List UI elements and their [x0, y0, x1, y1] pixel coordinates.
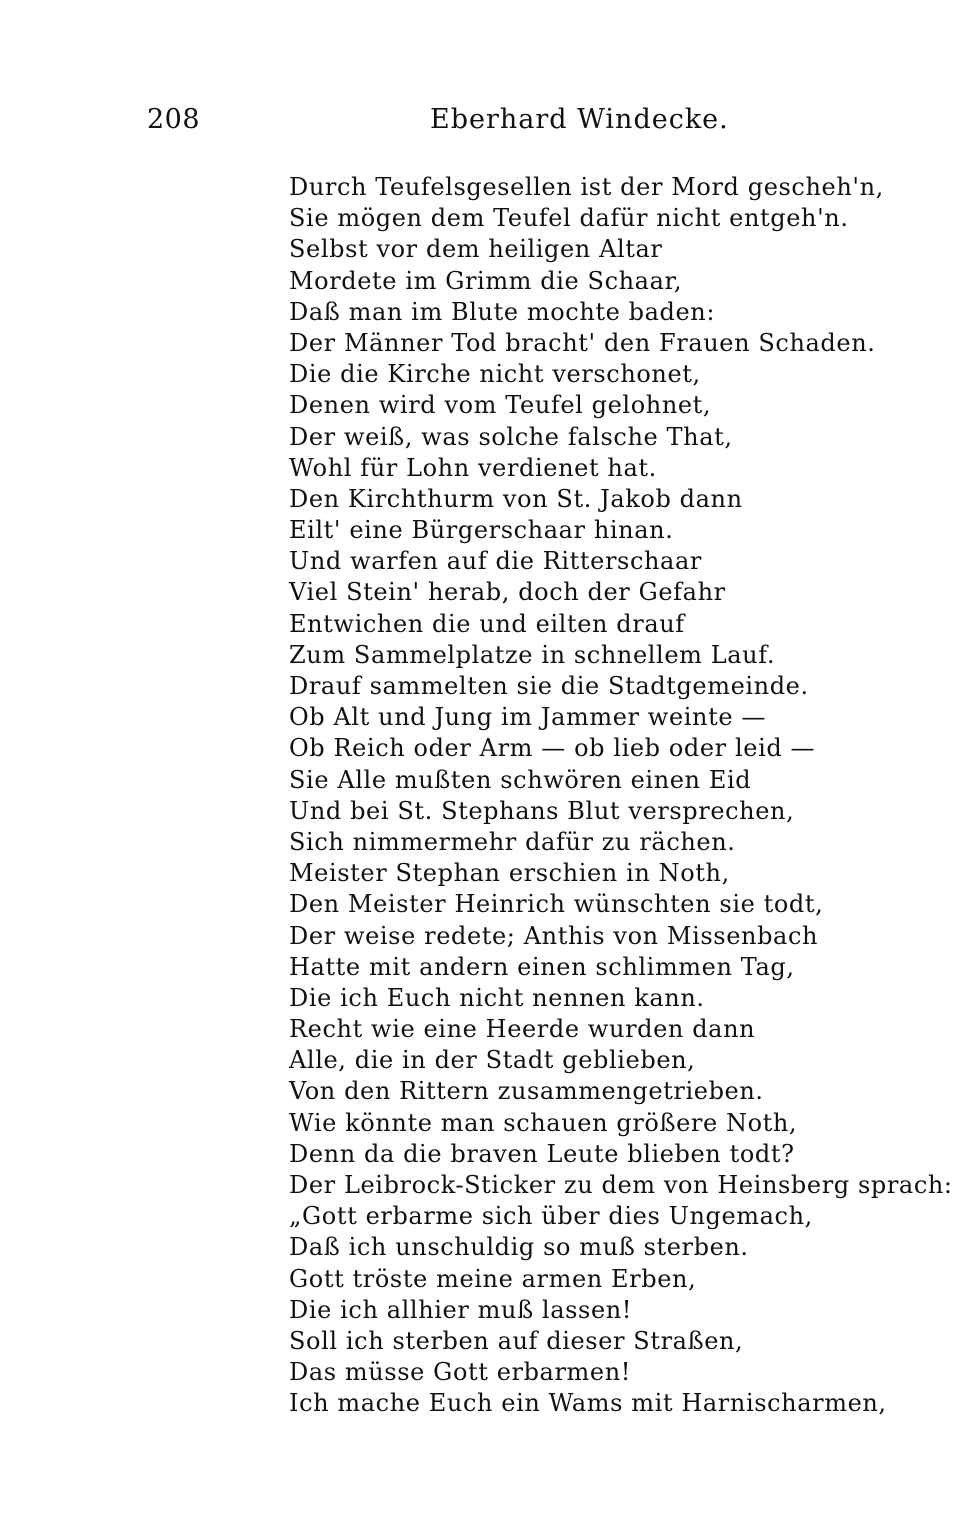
- poem-line: Meister Stephan erschien in Noth,: [289, 859, 730, 888]
- poem-line: Wie könnte man schauen größere Noth,: [289, 1108, 798, 1137]
- poem-line: Durch Teufelsgesellen ist der Mord gescheh'n,: [289, 173, 884, 201]
- page-number: 208: [147, 104, 201, 135]
- poem-line: Sich nimmermehr dafür zu rächen.: [289, 827, 736, 856]
- poem-line: Daß man im Blute mochte baden:: [289, 297, 716, 326]
- poem-line: Die ich allhier muß lassen!: [289, 1295, 633, 1324]
- poem-line: Denen wird vom Teufel gelohnet,: [289, 391, 712, 420]
- poem-line: Und bei St. Stephans Blut versprechen,: [289, 796, 795, 825]
- poem-line: Der weise redete; Anthis von Missenbach: [289, 921, 819, 950]
- page-header: [0, 104, 960, 144]
- poem-line: Sie Alle mußten schwören einen Eid: [289, 765, 752, 794]
- poem-line: Die die Kirche nicht verschonet,: [289, 360, 701, 389]
- poem-line: Ich mache Euch ein Wams mit Harnischarmen,: [289, 1389, 887, 1418]
- poem-line: Hatte mit andern einen schlimmen Tag,: [289, 952, 795, 981]
- poem-line: Den Meister Heinrich wünschten sie todt,: [289, 890, 824, 919]
- poem-line: Viel Stein' herab, doch der Gefahr: [289, 578, 726, 607]
- poem-line: Von den Rittern zusammengetrieben.: [289, 1077, 764, 1106]
- poem-line: Recht wie eine Heerde wurden dann: [289, 1015, 756, 1044]
- poem-line: Denn da die braven Leute blieben todt?: [289, 1139, 795, 1168]
- poem-line: Drauf sammelten sie die Stadtgemeinde.: [289, 672, 809, 700]
- poem-line: Der weiß, was solche falsche That,: [289, 422, 733, 451]
- poem-line: Gott tröste meine armen Erben,: [289, 1264, 697, 1293]
- poem-line: Der Männer Tod bracht' den Frauen Schaden.: [289, 328, 876, 357]
- poem-line: Mordete im Grimm die Schaar,: [289, 266, 683, 295]
- poem-line: Entwichen die und eilten drauf: [289, 609, 685, 638]
- running-head: Eberhard Windecke.: [430, 104, 729, 135]
- poem-line: Selbst vor dem heiligen Altar: [289, 235, 663, 264]
- poem-line: Ob Alt und Jung im Jammer weinte —: [289, 703, 766, 732]
- poem-text: [289, 172, 953, 1420]
- poem-line: Das müsse Gott erbarmen!: [289, 1358, 631, 1387]
- poem-line: Der Leibrock-Sticker zu dem von Heinsberg sprach:: [289, 1171, 953, 1199]
- poem-line: Und warfen auf die Ritterschaar: [289, 547, 702, 576]
- poem-line: Alle, die in der Stadt geblieben,: [289, 1046, 696, 1075]
- poem-line: Eilt' eine Bürgerschaar hinan.: [289, 516, 674, 545]
- poem-line: Die ich Euch nicht nennen kann.: [289, 983, 705, 1012]
- poem-line: Zum Sammelplatze in schnellem Lauf.: [289, 640, 776, 669]
- poem-line: Wohl für Lohn verdienet hat.: [289, 453, 657, 482]
- poem-line: Sie mögen dem Teufel dafür nicht entgeh'n.: [289, 204, 849, 233]
- poem-line: Daß ich unschuldig so muß sterben.: [289, 1233, 749, 1262]
- poem-line: „Gott erbarme sich über dies Ungemach,: [289, 1202, 813, 1231]
- poem-line: Den Kirchthurm von St. Jakob dann: [289, 484, 743, 513]
- poem-line: Soll ich sterben auf dieser Straßen,: [289, 1326, 744, 1355]
- poem-line: Ob Reich oder Arm — ob lieb oder leid —: [289, 734, 816, 763]
